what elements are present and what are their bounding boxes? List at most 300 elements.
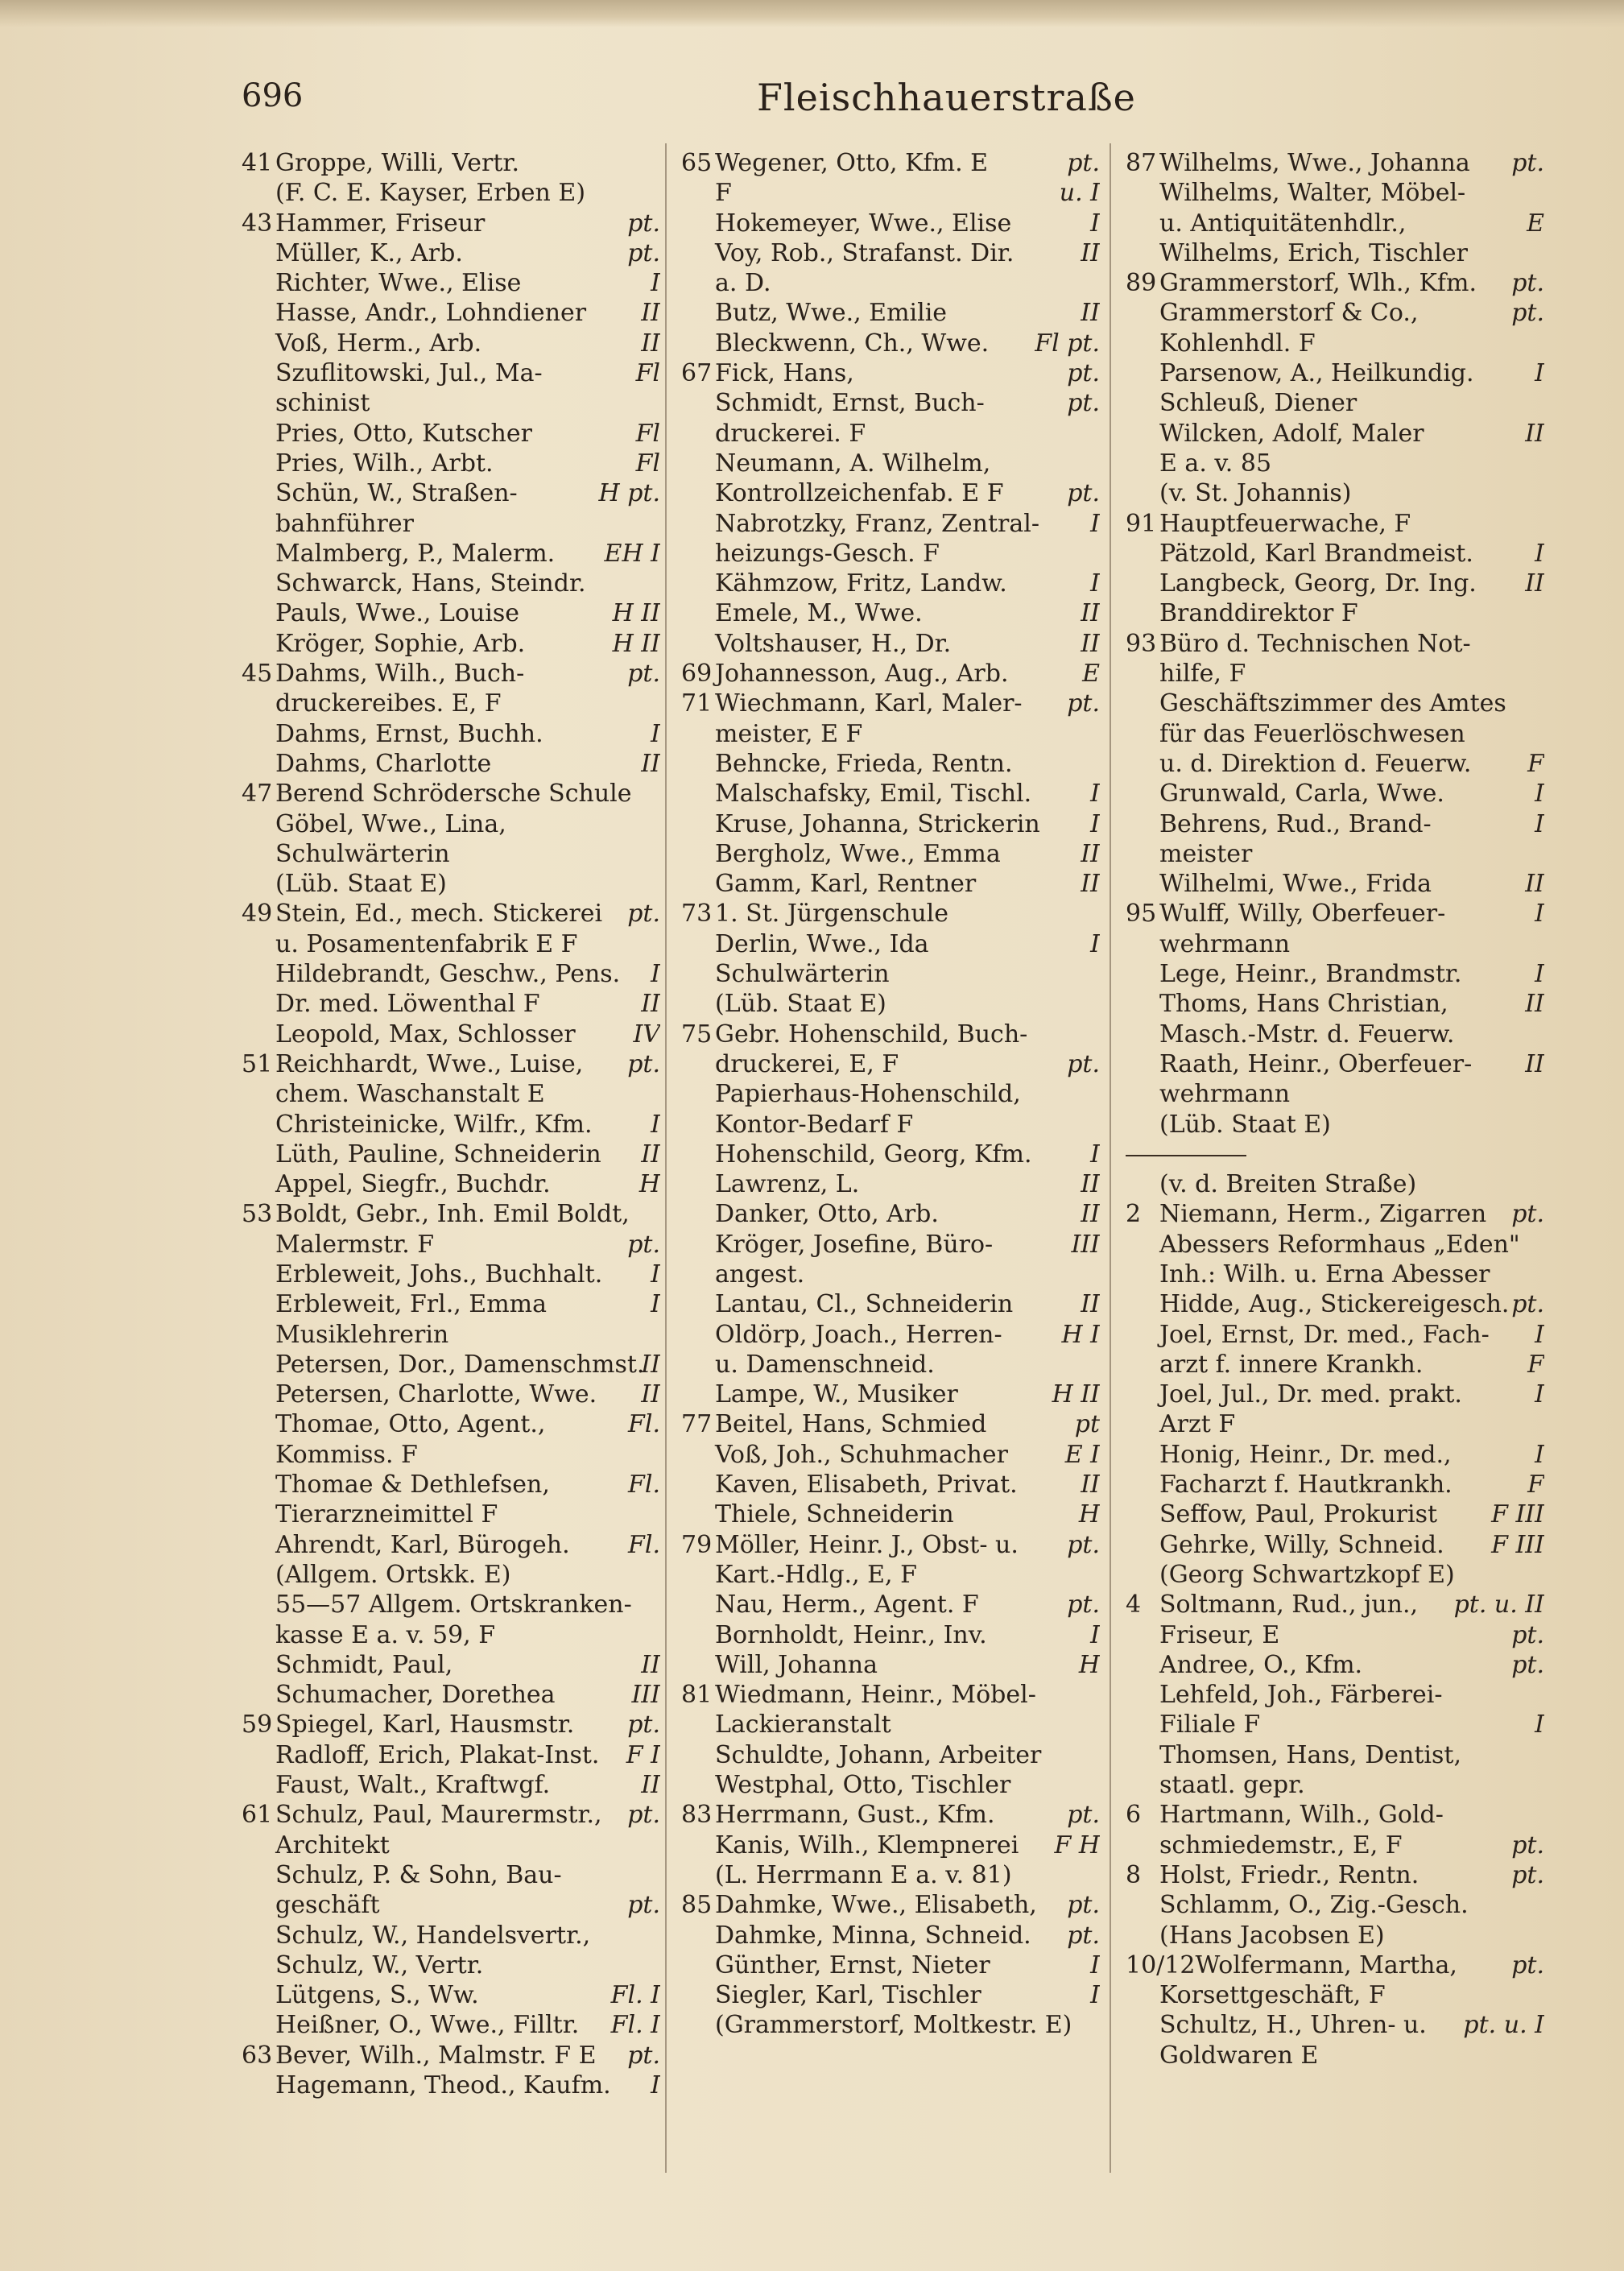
resident-entry: Stein, Ed., mech. Stickerei	[275, 900, 603, 929]
floor-mark: pt.	[1067, 1591, 1100, 1619]
resident-entry: Malermstr. F	[275, 1230, 435, 1259]
resident-entry: Voy, Rob., Strafanst. Dir.	[715, 238, 1014, 267]
floor-mark: pt.	[1511, 1200, 1544, 1229]
resident-entry: (v. d. Breiten Straße)	[1159, 1170, 1417, 1199]
directory-entry	[681, 1110, 1100, 1140]
resident-entry: Dahmke, Wwe., Elisabeth,	[715, 1891, 1037, 1920]
directory-entry	[1126, 1199, 1544, 1229]
resident-entry: chem. Waschanstalt E	[275, 1080, 545, 1109]
resident-entry: Kommiss. F	[275, 1440, 418, 1469]
directory-entry	[681, 1199, 1100, 1229]
resident-entry: Wilcken, Adolf, Maler	[1159, 419, 1424, 448]
resident-entry: Bergholz, Wwe., Emma	[715, 839, 1001, 868]
house-number: 45	[242, 660, 273, 689]
resident-entry: Hauptfeuerwache, F	[1159, 509, 1411, 538]
resident-entry: Lampe, W., Musiker	[715, 1380, 958, 1409]
resident-entry: Architekt	[275, 1830, 390, 1859]
floor-mark: F	[1527, 1350, 1544, 1379]
directory-entry	[242, 1079, 660, 1109]
house-number: 73	[681, 900, 713, 929]
resident-entry: Dahms, Ernst, Buchh.	[275, 719, 543, 748]
floor-mark: pt.	[627, 900, 660, 929]
resident-entry: Herrmann, Gust., Kfm.	[715, 1801, 995, 1830]
resident-entry: Schuldte, Johann, Arbeiter	[715, 1740, 1042, 1769]
house-number: 51	[242, 1049, 273, 1078]
resident-entry: (v. St. Johannis)	[1159, 479, 1352, 508]
directory-entry	[242, 1740, 660, 1770]
floor-mark: I	[1535, 900, 1544, 929]
resident-entry: (Allgem. Ortskk. E)	[275, 1560, 511, 1589]
floor-mark: I	[1090, 809, 1100, 838]
resident-entry: Wiedmann, Heinr., Möbel-	[715, 1681, 1036, 1710]
directory-entry	[1126, 1830, 1544, 1860]
directory-entry	[242, 1140, 660, 1169]
resident-entry: Kaven, Elisabeth, Privat.	[715, 1471, 1018, 1500]
directory-entry	[681, 1830, 1100, 1860]
resident-entry: geschäft	[275, 1891, 380, 1920]
resident-entry: Oldörp, Joach., Herren-	[715, 1320, 1002, 1349]
floor-mark: pt.	[627, 1891, 660, 1920]
directory-entry	[1126, 749, 1544, 779]
resident-entry: Filiale F	[1159, 1710, 1261, 1739]
resident-entry: Behncke, Frieda, Rentn.	[715, 749, 1013, 778]
resident-entry: Lütgens, S., Ww.	[275, 1981, 479, 2010]
floor-mark: H	[1078, 1500, 1100, 1529]
directory-entry	[1126, 1169, 1544, 1199]
floor-mark: pt.	[627, 1230, 660, 1259]
resident-entry: Erbleweit, Frl., Emma	[275, 1290, 547, 1319]
directory-entry	[1126, 1530, 1544, 1560]
resident-entry: meister	[1159, 839, 1253, 868]
resident-entry: Wegener, Otto, Kfm. E	[715, 149, 989, 177]
resident-entry: Radloff, Erich, Plakat-Inst.	[275, 1740, 600, 1769]
directory-entry	[242, 238, 660, 268]
directory-entry	[242, 1590, 660, 1619]
directory-entry	[681, 629, 1100, 659]
directory-entry	[242, 509, 660, 539]
floor-mark: H II	[612, 599, 660, 628]
resident-entry: Groppe, Willi, Vertr.	[275, 149, 520, 177]
directory-entry	[681, 1921, 1100, 1950]
resident-entry: a. D.	[715, 269, 771, 298]
directory-entry	[681, 2010, 1100, 2040]
resident-entry: 1. St. Jürgenschule	[715, 900, 948, 929]
directory-entry	[1126, 1620, 1544, 1650]
resident-entry: (Lüb. Staat E)	[1159, 1110, 1331, 1139]
resident-entry: Pries, Otto, Kutscher	[275, 419, 532, 448]
directory-entry	[681, 478, 1100, 508]
directory-entry	[681, 779, 1100, 809]
floor-mark: II	[641, 1771, 660, 1800]
floor-mark: pt.	[627, 660, 660, 689]
directory-entry	[681, 989, 1100, 1019]
directory-entry	[681, 809, 1100, 839]
floor-mark: II	[641, 1350, 660, 1379]
floor-mark: II	[641, 1140, 660, 1169]
resident-entry: Hokemeyer, Wwe., Elise	[715, 209, 1012, 238]
resident-entry: Papierhaus-Hohenschild,	[715, 1080, 1021, 1109]
directory-entry	[681, 1740, 1100, 1770]
floor-mark: I	[1090, 569, 1100, 598]
column-rule	[1110, 143, 1111, 2173]
floor-mark: Fl	[635, 359, 660, 388]
resident-entry: druckerei, E, F	[715, 1049, 899, 1078]
resident-entry: druckereibes. E, F	[275, 689, 502, 718]
directory-entry	[681, 178, 1100, 208]
directory-entry	[242, 1049, 660, 1079]
resident-entry: Hartmann, Wilh., Gold-	[1159, 1801, 1444, 1830]
resident-entry: Will, Johanna	[715, 1650, 878, 1679]
directory-entry	[1126, 1890, 1544, 1920]
resident-entry: Seffow, Paul, Prokurist	[1159, 1500, 1438, 1529]
floor-mark: F III	[1491, 1500, 1544, 1529]
directory-entry	[681, 1079, 1100, 1109]
floor-mark: II	[1081, 238, 1100, 267]
directory-entry	[681, 1800, 1100, 1830]
resident-entry: (L. Herrmann E a. v. 81)	[715, 1860, 1012, 1889]
house-number: 59	[242, 1710, 273, 1739]
house-number: 41	[242, 149, 273, 177]
resident-entry: Nabrotzky, Franz, Zentral-	[715, 509, 1039, 538]
directory-entry	[1126, 1860, 1544, 1890]
resident-entry: für das Feuerlöschwesen	[1159, 719, 1465, 748]
resident-entry: Leopold, Max, Schlosser	[275, 1020, 576, 1049]
resident-entry: Göbel, Wwe., Lina,	[275, 809, 506, 838]
resident-entry: Abessers Reformhaus „Eden"	[1159, 1230, 1520, 1259]
floor-mark: EH I	[604, 539, 660, 568]
floor-mark: pt.	[1067, 1049, 1100, 1078]
resident-entry: Bever, Wilh., Malmstr. F E	[275, 2041, 597, 2070]
directory-entry	[1126, 1800, 1544, 1830]
resident-entry: (Georg Schwartzkopf E)	[1159, 1560, 1455, 1589]
resident-entry: (Lüb. Staat E)	[275, 870, 447, 899]
floor-mark: I	[1535, 780, 1544, 809]
floor-mark: II	[1525, 1049, 1544, 1078]
floor-mark: Fl	[635, 419, 660, 448]
resident-entry: Schmidt, Ernst, Buch-	[715, 389, 985, 418]
floor-mark: II	[1081, 299, 1100, 328]
directory-entry	[1126, 989, 1544, 1019]
resident-entry: Johannesson, Aug., Arb.	[715, 660, 1009, 689]
directory-entry	[242, 1020, 660, 1049]
directory-entry	[681, 1980, 1100, 2010]
directory-entry	[242, 1530, 660, 1560]
house-number: 47	[242, 780, 273, 809]
directory-entry	[681, 749, 1100, 779]
resident-entry: Hildebrandt, Geschw., Pens.	[275, 960, 621, 989]
resident-entry: Westphal, Otto, Tischler	[715, 1771, 1011, 1800]
resident-entry: Korsettgeschäft, F	[1159, 1981, 1386, 2010]
directory-entry	[1126, 899, 1544, 929]
house-number: 89	[1126, 269, 1157, 298]
resident-entry: Fick, Hans,	[715, 359, 854, 388]
resident-entry: Appel, Siegfr., Buchdr.	[275, 1170, 551, 1199]
section-divider	[1126, 1155, 1246, 1156]
directory-entry	[681, 1320, 1100, 1350]
resident-entry: Kröger, Josefine, Büro-	[715, 1230, 994, 1259]
resident-entry: Dahmke, Minna, Schneid.	[715, 1921, 1031, 1950]
directory-entry	[1126, 629, 1544, 659]
floor-mark: II	[641, 329, 660, 358]
resident-entry: Kröger, Sophie, Arb.	[275, 629, 526, 658]
resident-entry: Kontor-Bedarf F	[715, 1110, 914, 1139]
floor-mark: pt.	[1067, 149, 1100, 177]
house-number: 2	[1126, 1200, 1142, 1229]
resident-entry: Schulwärterin	[275, 839, 450, 868]
directory-entry	[681, 1890, 1100, 1920]
directory-entry	[681, 1680, 1100, 1710]
resident-entry: schinist	[275, 389, 370, 418]
floor-mark: pt.	[627, 1049, 660, 1078]
directory-entry	[1126, 209, 1544, 238]
directory-entry	[681, 1409, 1100, 1439]
floor-mark: I	[1090, 1620, 1100, 1649]
directory-entry	[1126, 268, 1544, 298]
resident-entry: E a. v. 85	[1159, 449, 1272, 478]
resident-entry: Kart.-Hdlg., E, F	[715, 1560, 917, 1589]
house-number: 49	[242, 900, 273, 929]
directory-entry	[242, 388, 660, 418]
page-title: Fleischhauerstraße	[757, 76, 1136, 119]
directory-entry	[1126, 298, 1544, 328]
resident-entry: (F. C. E. Kayser, Erben E)	[275, 179, 586, 208]
resident-entry: Schün, W., Straßen-	[275, 479, 518, 508]
directory-entry	[242, 148, 660, 178]
resident-entry: Neumann, A. Wilhelm,	[715, 449, 991, 478]
floor-mark: pt. u. I	[1463, 2011, 1544, 2040]
floor-mark: pt.	[1067, 689, 1100, 718]
floor-mark: F I	[626, 1740, 660, 1769]
directory-entry	[1126, 358, 1544, 388]
directory-entry	[242, 779, 660, 809]
house-number: 43	[242, 209, 273, 238]
resident-entry: Lawrenz, L.	[715, 1170, 860, 1199]
resident-entry: Grammerstorf, Wlh., Kfm.	[1159, 269, 1477, 298]
floor-mark: III	[631, 1681, 660, 1710]
directory-entry	[681, 869, 1100, 899]
resident-entry: Ahrendt, Karl, Bürogeh.	[275, 1530, 570, 1559]
directory-entry	[681, 1500, 1100, 1529]
directory-entry	[242, 329, 660, 358]
floor-mark: F III	[1491, 1530, 1544, 1559]
resident-entry: wehrmann	[1159, 1080, 1291, 1109]
resident-entry: staatl. gepr.	[1159, 1771, 1305, 1800]
directory-entry	[1126, 1980, 1544, 2010]
resident-entry: (Hans Jacobsen E)	[1159, 1921, 1385, 1950]
floor-mark: E	[1527, 209, 1544, 238]
floor-mark: I	[1535, 809, 1544, 838]
directory-entry	[1126, 1289, 1544, 1319]
resident-entry: Wiechmann, Karl, Maler-	[715, 689, 1023, 718]
floor-mark: Fl. I	[610, 2011, 660, 2040]
house-number: 67	[681, 359, 713, 388]
floor-mark: H I	[1061, 1320, 1100, 1349]
house-number: 63	[242, 2041, 273, 2070]
directory-entry	[1126, 689, 1544, 718]
floor-mark: pt.	[1511, 1950, 1544, 1979]
directory-entry	[242, 719, 660, 749]
resident-entry: Masch.-Mstr. d. Feuerw.	[1159, 1020, 1455, 1049]
directory-entry	[681, 1289, 1100, 1319]
directory-entry	[681, 959, 1100, 989]
floor-mark: I	[1090, 929, 1100, 958]
resident-entry: Boldt, Gebr., Inh. Emil Boldt,	[275, 1200, 630, 1229]
directory-entry	[1126, 779, 1544, 809]
resident-entry: Wilhelmi, Wwe., Frida	[1159, 870, 1432, 899]
floor-mark: II	[641, 1380, 660, 1409]
floor-mark: II	[1525, 990, 1544, 1019]
resident-entry: Thoms, Hans Christian,	[1159, 990, 1448, 1019]
resident-entry: Grammerstorf & Co.,	[1159, 299, 1419, 328]
directory-entry	[242, 1470, 660, 1500]
directory-entry	[681, 929, 1100, 959]
directory-entry	[681, 1260, 1100, 1289]
directory-entry	[681, 1770, 1100, 1800]
house-number: 95	[1126, 900, 1157, 929]
resident-entry: Hohenschild, Georg, Kfm.	[715, 1140, 1032, 1169]
floor-mark: pt.	[627, 209, 660, 238]
resident-entry: Spiegel, Karl, Hausmstr.	[275, 1710, 575, 1739]
resident-entry: wehrmann	[1159, 929, 1291, 958]
house-number: 6	[1126, 1801, 1142, 1830]
resident-entry: druckerei. F	[715, 419, 866, 448]
directory-entry	[681, 1350, 1100, 1380]
resident-entry: arzt f. innere Krankh.	[1159, 1350, 1424, 1379]
house-number: 61	[242, 1801, 273, 1830]
floor-mark: pt.	[1067, 389, 1100, 418]
directory-entry	[1126, 659, 1544, 689]
resident-entry: Andree, O., Kfm.	[1159, 1650, 1363, 1679]
directory-entry	[1126, 839, 1544, 869]
directory-entry	[1126, 809, 1544, 839]
resident-entry: Kontrollzeichenfab. E F	[715, 479, 1004, 508]
directory-entry	[681, 1140, 1100, 1169]
directory-entry	[242, 1650, 660, 1680]
resident-entry: Reichhardt, Wwe., Luise,	[275, 1049, 584, 1078]
directory-entry	[681, 1710, 1100, 1739]
directory-entry	[242, 1440, 660, 1470]
house-number: 81	[681, 1681, 713, 1710]
floor-mark: Fl.	[628, 1530, 660, 1559]
resident-entry: Thiele, Schneiderin	[715, 1500, 954, 1529]
directory-entry	[242, 1860, 660, 1890]
floor-mark: II	[1081, 1471, 1100, 1500]
resident-entry: Erbleweit, Johs., Buchhalt.	[275, 1260, 603, 1289]
directory-entry	[242, 629, 660, 659]
resident-entry: Emele, M., Wwe.	[715, 599, 923, 628]
floor-mark: Fl pt.	[1035, 329, 1100, 358]
resident-entry: Malmberg, P., Malerm.	[275, 539, 556, 568]
resident-entry: Gamm, Karl, Rentner	[715, 870, 977, 899]
resident-entry: hilfe, F	[1159, 660, 1246, 689]
resident-entry: Pries, Wilh., Arbt.	[275, 449, 494, 478]
resident-entry: Lehfeld, Joh., Färberei-	[1159, 1681, 1443, 1710]
resident-entry: Lüth, Pauline, Schneiderin	[275, 1140, 601, 1169]
column-rule	[665, 143, 667, 2173]
floor-mark: IV	[633, 1020, 660, 1049]
directory-entry	[242, 1800, 660, 1830]
directory-entry	[1126, 478, 1544, 508]
directory-entry	[1126, 1470, 1544, 1500]
directory-entry	[1126, 1409, 1544, 1439]
directory-entry	[1126, 1079, 1544, 1109]
directory-entry	[681, 1860, 1100, 1890]
resident-entry: 55—57 Allgem. Ortskranken-	[275, 1591, 632, 1619]
floor-mark: I	[1535, 960, 1544, 989]
directory-entry	[242, 1830, 660, 1860]
floor-mark: F	[1527, 749, 1544, 778]
directory-entry	[242, 959, 660, 989]
directory-entry	[1126, 1590, 1544, 1619]
directory-entry	[242, 1320, 660, 1350]
directory-entry	[681, 358, 1100, 388]
page-number: 696	[242, 77, 304, 114]
directory-entry	[681, 419, 1100, 449]
directory-entry	[1126, 449, 1544, 478]
resident-entry: Langbeck, Georg, Dr. Ing.	[1159, 569, 1477, 598]
floor-mark: I	[651, 1290, 660, 1319]
directory-entry	[242, 1289, 660, 1319]
floor-mark: II	[1525, 870, 1544, 899]
resident-entry: Schulz, P. & Sohn, Bau-	[275, 1860, 562, 1889]
resident-entry: Wilhelms, Wwe., Johanna	[1159, 149, 1470, 177]
resident-entry: heizungs-Gesch. F	[715, 539, 940, 568]
resident-entry: Büro d. Technischen Not-	[1159, 629, 1471, 658]
directory-entry	[242, 1890, 660, 1920]
directory-entry	[1126, 1110, 1544, 1140]
floor-mark: I	[1535, 539, 1544, 568]
house-number: 71	[681, 689, 713, 718]
directory-entry	[681, 569, 1100, 598]
page-top-edge	[0, 0, 1624, 27]
resident-entry: u. Antiquitätenhdlr.,	[1159, 209, 1407, 238]
floor-mark: I	[1090, 780, 1100, 809]
resident-entry: angest.	[715, 1260, 805, 1289]
floor-mark: I	[651, 269, 660, 298]
directory-entry	[681, 1020, 1100, 1049]
directory-entry	[681, 1560, 1100, 1590]
resident-entry: Wulff, Willy, Oberfeuer-	[1159, 900, 1446, 929]
resident-entry: Arzt F	[1159, 1410, 1236, 1439]
resident-entry: Schleuß, Diener	[1159, 389, 1357, 418]
directory-entry	[242, 1710, 660, 1739]
resident-entry: Dahms, Charlotte	[275, 749, 492, 778]
resident-entry: Hidde, Aug., Stickereigesch.	[1159, 1290, 1510, 1319]
house-number: 4	[1126, 1591, 1142, 1619]
resident-entry: Bleckwenn, Ch., Wwe.	[715, 329, 990, 358]
resident-entry: Goldwaren E	[1159, 2041, 1319, 2070]
resident-entry: Kruse, Johanna, Strickerin	[715, 809, 1040, 838]
resident-entry: Berend Schrödersche Schule	[275, 780, 632, 809]
directory-entry	[1126, 929, 1544, 959]
resident-entry: (Lüb. Staat E)	[715, 990, 886, 1019]
resident-entry: kasse E a. v. 59, F	[275, 1620, 496, 1649]
floor-mark: I	[1535, 359, 1544, 388]
directory-entry	[242, 1680, 660, 1710]
resident-entry: Dr. med. Löwenthal F	[275, 990, 540, 1019]
resident-entry: Schulz, W., Handelsvertr.,	[275, 1921, 591, 1950]
directory-entry	[242, 899, 660, 929]
resident-entry: Heißner, O., Wwe., Filltr.	[275, 2011, 580, 2040]
resident-entry: Lantau, Cl., Schneiderin	[715, 1290, 1014, 1319]
floor-mark: III	[1071, 1230, 1100, 1259]
directory-entry	[681, 148, 1100, 178]
house-number: 87	[1126, 149, 1157, 177]
floor-mark: F H	[1054, 1830, 1100, 1859]
directory-entry	[242, 839, 660, 869]
resident-entry: Joel, Jul., Dr. med. prakt.	[1159, 1380, 1462, 1409]
resident-entry: (Grammerstorf, Moltkestr. E)	[715, 2011, 1072, 2040]
